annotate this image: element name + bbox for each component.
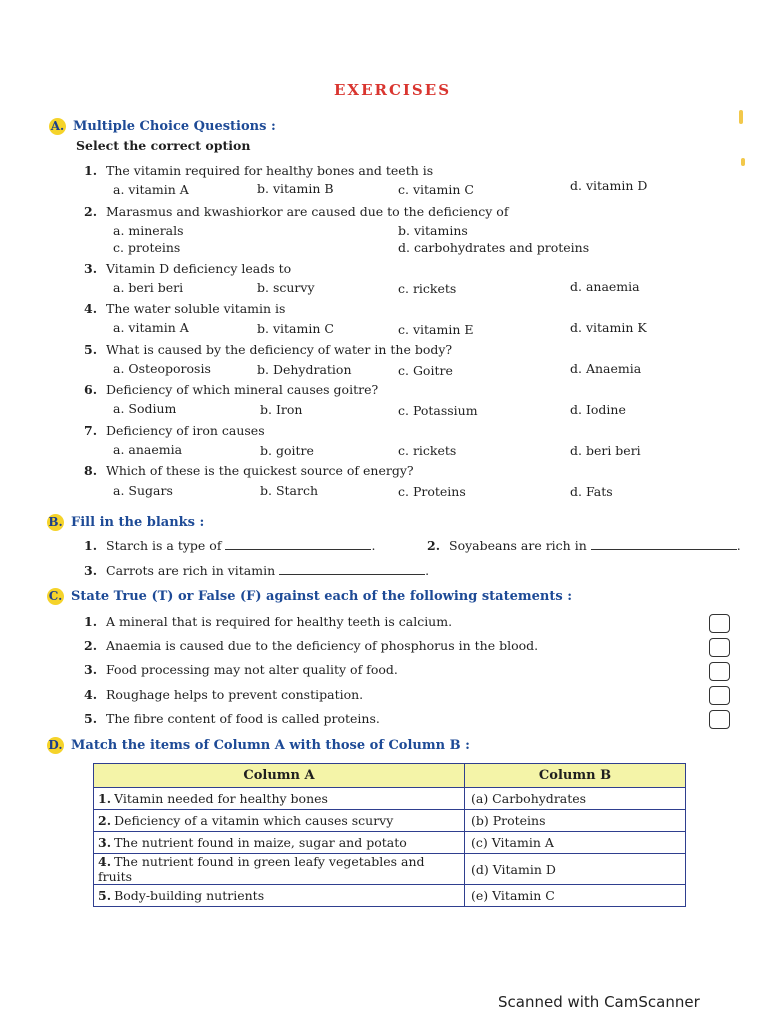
mcq-option[interactable]: a. Sugars (113, 483, 173, 498)
answer-checkbox[interactable] (709, 686, 730, 705)
mcq-question: 3. Vitamin D deficiency leads to (84, 261, 292, 276)
table-row (94, 854, 686, 885)
section-title: State True (T) or False (F) against each of the following statements : (71, 589, 573, 604)
true-false-statement: 5. The fibre content of food is called proteins. (84, 711, 380, 726)
section-d-heading (47, 737, 470, 754)
true-false-statement: 1. A mineral that is required for healthy teeth is calcium. (84, 614, 453, 629)
section-badge: B. (48, 515, 63, 529)
section-b-heading (47, 514, 204, 531)
mcq-option[interactable]: a. minerals (113, 223, 184, 238)
mcq-option[interactable]: c. rickets (398, 443, 457, 458)
column-a-cell: 4. The nutrient found in green leafy vegetables and fruits (94, 854, 465, 885)
answer-checkbox[interactable] (709, 614, 730, 633)
section-a-instruction: Select the correct option (76, 138, 251, 153)
table-row (94, 810, 686, 832)
mcq-option[interactable]: b. vitamin C (257, 321, 334, 336)
column-b-cell: (c) Vitamin A (465, 832, 686, 854)
mcq-option[interactable]: d. Anaemia (570, 361, 642, 376)
mcq-option[interactable]: a. vitamin A (113, 320, 189, 335)
table-row (94, 788, 686, 810)
match-table (93, 763, 686, 907)
mcq-option[interactable]: a. vitamin A (113, 182, 189, 197)
mcq-question: 6. Deficiency of which mineral causes goitre? (84, 382, 379, 397)
mcq-option[interactable]: d. Fats (570, 484, 613, 499)
mcq-option[interactable]: b. scurvy (257, 280, 315, 295)
mcq-question: 5. What is caused by the deficiency of water in the body? (84, 342, 453, 357)
column-b-cell: (b) Proteins (465, 810, 686, 832)
mcq-option[interactable]: a. Sodium (113, 401, 177, 416)
mcq-question: 4. The water soluble vitamin is (84, 301, 286, 316)
answer-checkbox[interactable] (709, 638, 730, 657)
mcq-question: 7. Deficiency of iron causes (84, 423, 265, 438)
mcq-option[interactable]: d. vitamin D (570, 178, 648, 193)
table-row (94, 832, 686, 854)
page-edge-mark (741, 158, 745, 166)
answer-blank[interactable] (591, 539, 737, 550)
mcq-option[interactable]: d. Iodine (570, 402, 626, 417)
mcq-option[interactable]: b. Starch (260, 483, 319, 498)
mcq-option[interactable]: b. goitre (260, 443, 314, 458)
mcq-option[interactable]: a. Osteoporosis (113, 361, 211, 376)
column-a-cell: 5. Body-building nutrients (94, 885, 465, 907)
mcq-option[interactable]: c. Proteins (398, 484, 466, 499)
column-a-header: Column A (94, 764, 465, 788)
mcq-option[interactable]: c. Goitre (398, 363, 453, 378)
scanner-watermark: Scanned with CamScanner (498, 993, 700, 1011)
mcq-option[interactable]: c. proteins (113, 240, 181, 255)
section-title: Multiple Choice Questions : (73, 119, 276, 134)
page-edge-mark (739, 110, 743, 124)
mcq-question: 8. Which of these is the quickest source of energy? (84, 463, 414, 478)
answer-blank[interactable] (279, 564, 425, 575)
mcq-option[interactable]: d. vitamin K (570, 320, 647, 335)
true-false-statement: 2. Anaemia is caused due to the deficiency of phosphorus in the blood. (84, 638, 539, 653)
column-b-cell: (a) Carbohydrates (465, 788, 686, 810)
column-a-cell: 2. Deficiency of a vitamin which causes scurvy (94, 810, 465, 832)
mcq-question: 2. Marasmus and kwashiorkor are caused due to the deficiency of (84, 204, 509, 219)
fill-blank-item: 3. Carrots are rich in vitamin . (84, 563, 430, 578)
mcq-option[interactable]: b. Dehydration (257, 362, 352, 377)
mcq-option[interactable]: b. Iron (260, 402, 303, 417)
column-b-cell: (e) Vitamin C (465, 885, 686, 907)
answer-checkbox[interactable] (709, 662, 730, 681)
answer-blank[interactable] (225, 539, 371, 550)
column-b-header: Column B (465, 764, 686, 788)
section-c-heading (47, 588, 572, 605)
mcq-option[interactable]: c. Potassium (398, 403, 478, 418)
mcq-option[interactable]: d. anaemia (570, 279, 640, 294)
table-row (94, 885, 686, 907)
mcq-option[interactable]: b. vitamins (398, 223, 468, 238)
section-title: Match the items of Column A with those of Column B : (71, 738, 470, 753)
mcq-option[interactable]: c. rickets (398, 281, 457, 296)
column-a-cell: 3. The nutrient found in maize, sugar and potato (94, 832, 465, 854)
true-false-statement: 3. Food processing may not alter quality of food. (84, 662, 398, 677)
section-badge: A. (50, 119, 65, 133)
answer-checkbox[interactable] (709, 710, 730, 729)
fill-blank-item: 2. Soyabeans are rich in . (427, 538, 741, 553)
mcq-option[interactable]: d. carbohydrates and proteins (398, 240, 590, 255)
column-b-cell: (d) Vitamin D (465, 854, 686, 885)
exercises-title-fragment: EXERCISES (334, 81, 452, 99)
section-a-heading (49, 118, 276, 135)
section-title: Fill in the blanks : (71, 515, 205, 530)
mcq-option[interactable]: b. vitamin B (257, 181, 334, 196)
mcq-option[interactable]: c. vitamin E (398, 322, 474, 337)
mcq-option[interactable]: a. beri beri (113, 280, 184, 295)
mcq-question: 1. The vitamin required for healthy bones and teeth is (84, 163, 434, 178)
mcq-option[interactable]: a. anaemia (113, 442, 183, 457)
column-a-cell: 1. Vitamin needed for healthy bones (94, 788, 465, 810)
mcq-option[interactable]: d. beri beri (570, 443, 641, 458)
section-badge: D. (48, 738, 63, 752)
mcq-option[interactable]: c. vitamin C (398, 182, 474, 197)
fill-blank-item: 1. Starch is a type of . (84, 538, 376, 553)
section-badge: C. (48, 589, 63, 603)
true-false-statement: 4. Roughage helps to prevent constipation. (84, 687, 364, 702)
